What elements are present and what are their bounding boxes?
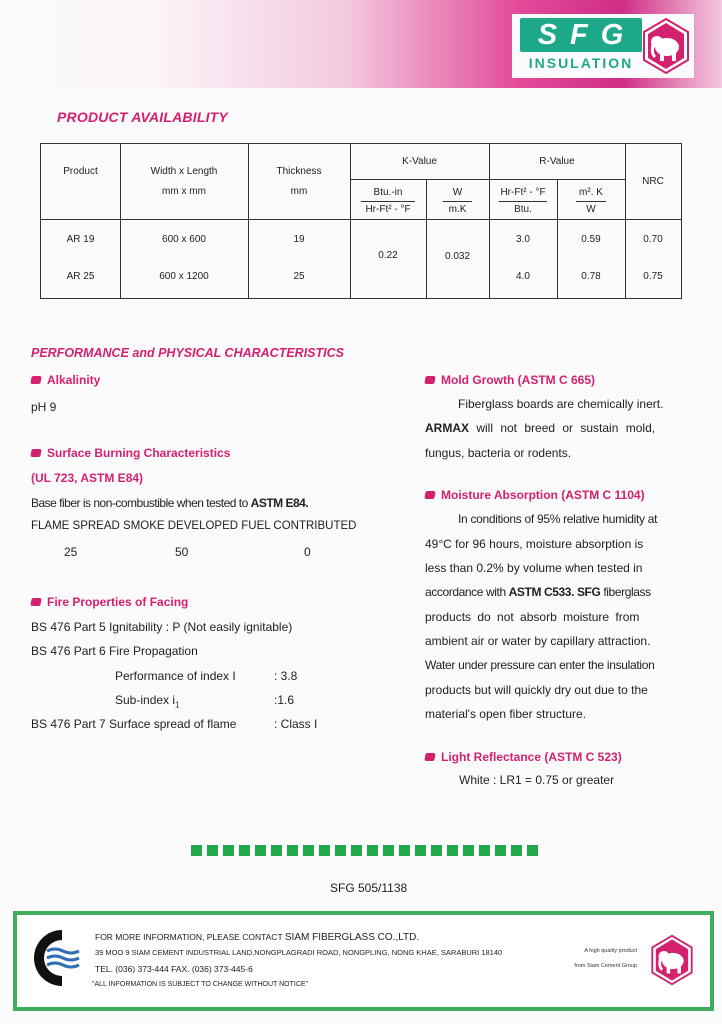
divider-dot	[367, 845, 378, 856]
footer-contact-line: FOR MORE INFORMATION, PLEASE CONTACT SIAM FIBERGLASS CO.,LTD.	[95, 932, 420, 943]
brand-name: SFG	[520, 18, 642, 52]
dotted-divider	[191, 845, 538, 856]
col-size-label: Width x Length	[150, 166, 218, 177]
alkalinity-value: pH 9	[31, 400, 57, 414]
divider-dot	[335, 845, 346, 856]
alkalinity-heading: Alkalinity	[31, 373, 100, 387]
k2-unit-denominator: m.K	[448, 204, 467, 215]
surface-burning-columns: FLAME SPREAD SMOKE DEVELOPED FUEL CONTRIBUTED	[31, 520, 357, 532]
brand-logo	[512, 14, 694, 78]
smoke-developed-value: 50	[175, 545, 189, 559]
mold-growth-line-2: ARMAX will not breed or sustain mold,	[425, 421, 656, 435]
sub-index-label: Sub-index $i_1$	[115, 693, 180, 710]
mold-growth-heading: Mold Growth (ASTM C 665)	[425, 373, 595, 387]
col-thickness-unit: mm	[290, 186, 308, 197]
divider-dot	[319, 845, 330, 856]
bullet-icon	[424, 376, 435, 384]
col-thickness-label: Thickness	[276, 166, 322, 177]
bullet-icon	[424, 753, 435, 761]
footer	[13, 911, 714, 1011]
table-row-2-thickness: 25	[293, 271, 305, 282]
table-row-1-product: AR 19	[66, 234, 95, 245]
col-product: Product	[63, 166, 98, 177]
divider-dot	[351, 845, 362, 856]
divider-dot	[223, 845, 234, 856]
surface-spread-value: : Class I	[274, 717, 318, 731]
siam-fiberglass-logo-icon	[33, 927, 91, 989]
divider-dot	[511, 845, 522, 856]
r1-unit-denominator: Btu.	[514, 204, 532, 215]
table-row-2-r1: 4.0	[516, 271, 530, 282]
surface-spread-label: BS 476 Part 7 Surface spread of flame	[31, 717, 237, 731]
moisture-line-9: material's open fiber structure.	[425, 707, 587, 721]
product-table	[40, 143, 682, 299]
k-value-btu: 0.22	[378, 250, 398, 261]
divider-dot	[431, 845, 442, 856]
col-nrc: NRC	[642, 176, 664, 187]
elephant-emblem-icon	[649, 934, 695, 986]
col-k-value: K-Value	[402, 156, 437, 167]
divider-dot	[479, 845, 490, 856]
moisture-line-6: ambient air or water by capillary attraction.	[425, 634, 651, 648]
k1-unit-numerator: Btu.-in	[373, 187, 403, 198]
table-row-1-r2: 0.59	[581, 234, 601, 245]
footer-address: 39 MOO 9 SIAM CEMENT INDUSTRIAL LAND,NONGPLAGRADI ROAD, NONGPLING, NONG KHAE, SARABURI 18140	[95, 948, 503, 957]
divider-dot	[191, 845, 202, 856]
divider-dot	[495, 845, 506, 856]
k-value-w: 0.032	[444, 251, 471, 262]
divider-dot	[527, 845, 538, 856]
mold-growth-line-3: fungus, bacteria or rodents.	[425, 446, 572, 460]
bullet-icon	[30, 376, 41, 384]
performance-index-label: Performance of index I	[115, 669, 236, 683]
col-size-unit: mm x mm	[162, 186, 206, 197]
surface-burning-heading: Surface Burning Characteristics	[31, 446, 230, 460]
surface-burning-text: Base fiber is non-combustible when tested to ASTM E84.	[31, 496, 309, 510]
table-row-1-nrc: 0.70	[643, 234, 663, 245]
brand-subtitle: INSULATION	[528, 55, 634, 71]
table-row-1-size: 600 x 600	[162, 234, 206, 245]
r1-unit-numerator: Hr-Ft² - °F	[500, 187, 546, 198]
performance-title: PERFORMANCE and PHYSICAL CHARACTERISTICS	[31, 346, 344, 360]
divider-dot	[287, 845, 298, 856]
mold-growth-line-1: Fiberglass boards are chemically inert.	[458, 397, 664, 411]
moisture-line-7: Water under pressure can enter the insulation	[425, 658, 655, 672]
moisture-line-4: accordance with ASTM C533. SFG fiberglass	[425, 585, 651, 599]
moisture-line-5: products do not absorb moisture from	[425, 610, 640, 624]
table-row-2-size: 600 x 1200	[159, 271, 209, 282]
light-reflectance-value: White : LR1 = 0.75 or greater	[459, 773, 615, 787]
moisture-line-2: 49°C for 96 hours, moisture absorption is	[425, 537, 644, 551]
divider-dot	[463, 845, 474, 856]
r2-unit-numerator: m². K	[579, 187, 603, 198]
bullet-icon	[30, 449, 41, 457]
surface-burning-standard: (UL 723, ASTM E84)	[31, 471, 144, 485]
divider-dot	[207, 845, 218, 856]
fire-property-ignitability: BS 476 Part 5 Ignitability : P (Not easily ignitable)	[31, 620, 293, 634]
fuel-contributed-value: 0	[304, 545, 311, 559]
bullet-icon	[30, 598, 41, 606]
light-reflectance-heading: Light Reflectance (ASTM C 523)	[425, 750, 622, 764]
sub-index-value: :1.6	[274, 693, 295, 707]
moisture-line-3: less than 0.2% by volume when tested in	[425, 561, 643, 575]
product-availability-title: PRODUCT AVAILABILITY	[57, 109, 228, 125]
divider-dot	[415, 845, 426, 856]
moisture-absorption-heading: Moisture Absorption (ASTM C 1104)	[425, 488, 645, 502]
fire-properties-heading: Fire Properties of Facing	[31, 595, 188, 609]
elephant-emblem-icon	[642, 17, 690, 75]
divider-dot	[239, 845, 250, 856]
bullet-icon	[424, 491, 435, 499]
divider-dot	[303, 845, 314, 856]
footer-disclaimer: "ALL INFORMATION IS SUBJECT TO CHANGE WITHOUT NOTICE"	[92, 981, 309, 988]
divider-dot	[255, 845, 266, 856]
quality-line-2: from Siam Cement Group	[574, 963, 637, 969]
table-row-2-nrc: 0.75	[643, 271, 663, 282]
divider-dot	[383, 845, 394, 856]
k2-unit-numerator: W	[452, 187, 463, 198]
divider-dot	[271, 845, 282, 856]
document-number: SFG 505/1138	[330, 881, 408, 895]
flame-spread-value: 25	[64, 545, 78, 559]
divider-dot	[447, 845, 458, 856]
quality-line-1: A high quality product	[584, 948, 637, 954]
footer-phone: TEL. (036) 373-444 FAX. (036) 373-445-6	[95, 964, 253, 974]
divider-dot	[399, 845, 410, 856]
col-r-value: R-Value	[539, 156, 575, 167]
table-row-2-r2: 0.78	[581, 271, 601, 282]
performance-index-value: : 3.8	[274, 669, 298, 683]
r2-unit-denominator: W	[586, 204, 596, 215]
fire-property-propagation: BS 476 Part 6 Fire Propagation	[31, 644, 198, 658]
moisture-line-1: In conditions of 95% relative humidity at	[458, 512, 658, 526]
table-row-2-product: AR 25	[66, 271, 95, 282]
table-row-1-thickness: 19	[293, 234, 305, 245]
k1-unit-denominator: Hr-Ft² - °F	[365, 204, 411, 215]
table-row-1-r1: 3.0	[516, 234, 530, 245]
moisture-line-8: products but will quickly dry out due to the	[425, 683, 648, 697]
